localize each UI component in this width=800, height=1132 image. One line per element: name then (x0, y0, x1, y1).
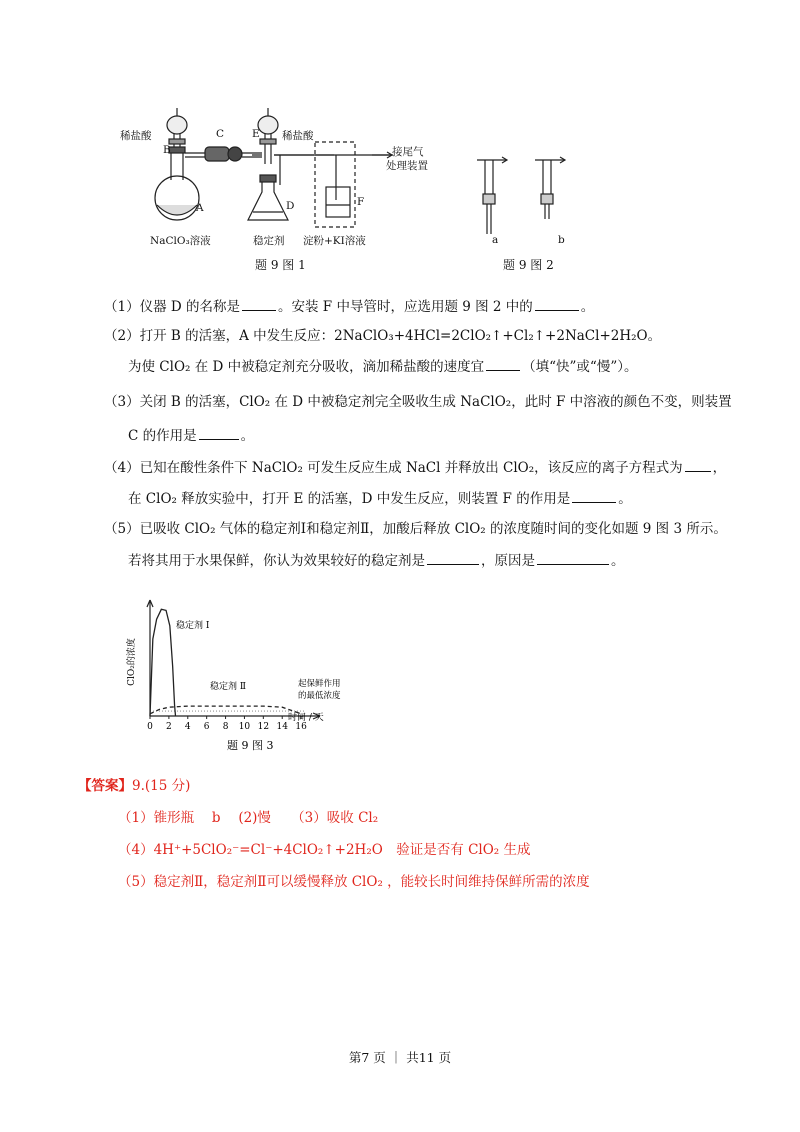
question-4-line-2: 在 ClO₂ 释放实验中，打开 E 的活塞，D 中发生反应，则装置 F 的作用是 。 (128, 488, 632, 509)
chart-ticks (147, 716, 307, 732)
series-line-2 (150, 706, 301, 714)
blank (535, 296, 579, 311)
x-tick-label: 8 (222, 722, 229, 732)
chart-series (150, 609, 301, 716)
x-tick-label: 12 (257, 722, 270, 732)
question-2-line-1: （2）打开 B 的活塞，A 中发生反应：2NaClO₃+4HCl=2ClO₂↑+Cl₂↑+2NaCl+2H₂O。 (104, 328, 662, 344)
annotation-line-1: 起保鲜作用 (298, 679, 341, 689)
x-tick-label: 6 (203, 722, 210, 732)
blank (486, 356, 520, 371)
fig2-caption: 题 9 图 2 (503, 258, 554, 272)
blank (572, 488, 616, 503)
label-acid-e: 稀盐酸 (282, 130, 314, 142)
annotation-line-2: 的最低浓度 (298, 691, 341, 701)
question-1: （1）仪器 D 的名称是 。安装 F 中导管时，应选用题 9 图 2 中的 。 (104, 296, 594, 317)
x-tick-label: 10 (238, 722, 251, 732)
question-3-line-2: C 的作用是 。 (128, 425, 254, 446)
x-tick-label: 4 (184, 722, 191, 732)
question-4-line-1: （4）已知在酸性条件下 NaClO₂ 可发生反应生成 NaCl 并释放出 ClO₂，该反应的离子方程式为 ， (104, 457, 726, 478)
answer-tag: 【答案】 (78, 778, 132, 794)
question-5-line-2: 若将其用于水果保鲜，你认为效果较好的稳定剂是 ，原因是 。 (128, 550, 625, 571)
answer-score: 9.(15 分) (132, 778, 191, 794)
label-fig2-a: a (492, 234, 499, 246)
x-axis-label: 时间 / 天 (288, 713, 324, 723)
label-fig2-b: b (558, 234, 565, 246)
label-c: C (216, 128, 225, 140)
x-tick-label: 0 (147, 722, 153, 732)
blank (242, 296, 276, 311)
label-d: D (286, 200, 295, 212)
label-f: F (357, 196, 365, 208)
label-naclo3: NaClO₃溶液 (150, 235, 211, 247)
label-a: A (196, 202, 204, 214)
blank (685, 457, 711, 472)
series-1-label: 稳定剂 Ⅰ (176, 621, 210, 631)
chart-axes (147, 600, 320, 719)
label-starch-ki: 淀粉+KI溶液 (303, 235, 366, 247)
question-3-line-1: （3）关闭 B 的活塞，ClO₂ 在 D 中被稳定剂完全吸收生成 NaClO₂，此时 F 中溶液的颜色不变，则装置 (104, 394, 732, 410)
answer-line-2: （4）4H⁺+5ClO₂⁻=Cl⁻+4ClO₂↑+2H₂O 验证是否有 ClO₂ 生成 (118, 842, 531, 858)
x-tick-label: 16 (295, 722, 307, 732)
blank (199, 425, 239, 440)
answer-line-1: （1）锥形瓶 b (2)慢 （3）吸收 Cl₂ (118, 810, 379, 826)
label-stabilizer: 稳定剂 (253, 235, 285, 247)
label-b: B (163, 144, 171, 156)
label-acid-b: 稀盐酸 (120, 130, 152, 142)
label-tail-2: 处理装置 (386, 160, 428, 172)
y-axis-label: ClO₂的浓度 (127, 638, 137, 686)
question-5-line-1: （5）已吸收 ClO₂ 气体的稳定剂Ⅰ和稳定剂Ⅱ，加酸后释放 ClO₂ 的浓度随时间的变化如题 9 图 3 所示。 (104, 521, 727, 537)
fig3-caption: 题 9 图 3 (227, 739, 274, 752)
blank (427, 550, 479, 565)
x-tick-label: 14 (276, 722, 288, 732)
x-tick-label: 2 (166, 722, 172, 732)
answer-line-3: （5）稳定剂Ⅱ，稳定剂Ⅱ可以缓慢释放 ClO₂ ，能较长时间维持保鲜所需的浓度 (118, 874, 590, 890)
label-e: E (252, 128, 260, 140)
series-2-label: 稳定剂 Ⅱ (210, 682, 246, 692)
series-line-1 (150, 609, 176, 716)
fig1-caption: 题 9 图 1 (255, 258, 306, 272)
answer-header (78, 776, 190, 796)
apparatus-figure (140, 95, 600, 275)
page-footer: 第7 页 ｜ 共11 页 (348, 1050, 452, 1065)
question-2-line-2: 为使 ClO₂ 在 D 中被稳定剂充分吸收，滴加稀盐酸的速度宜 （填“快”或“慢”）。 (128, 356, 637, 377)
blank (537, 550, 609, 565)
label-tail-1: 接尾气 (392, 146, 424, 158)
release-concentration-chart (120, 592, 350, 762)
